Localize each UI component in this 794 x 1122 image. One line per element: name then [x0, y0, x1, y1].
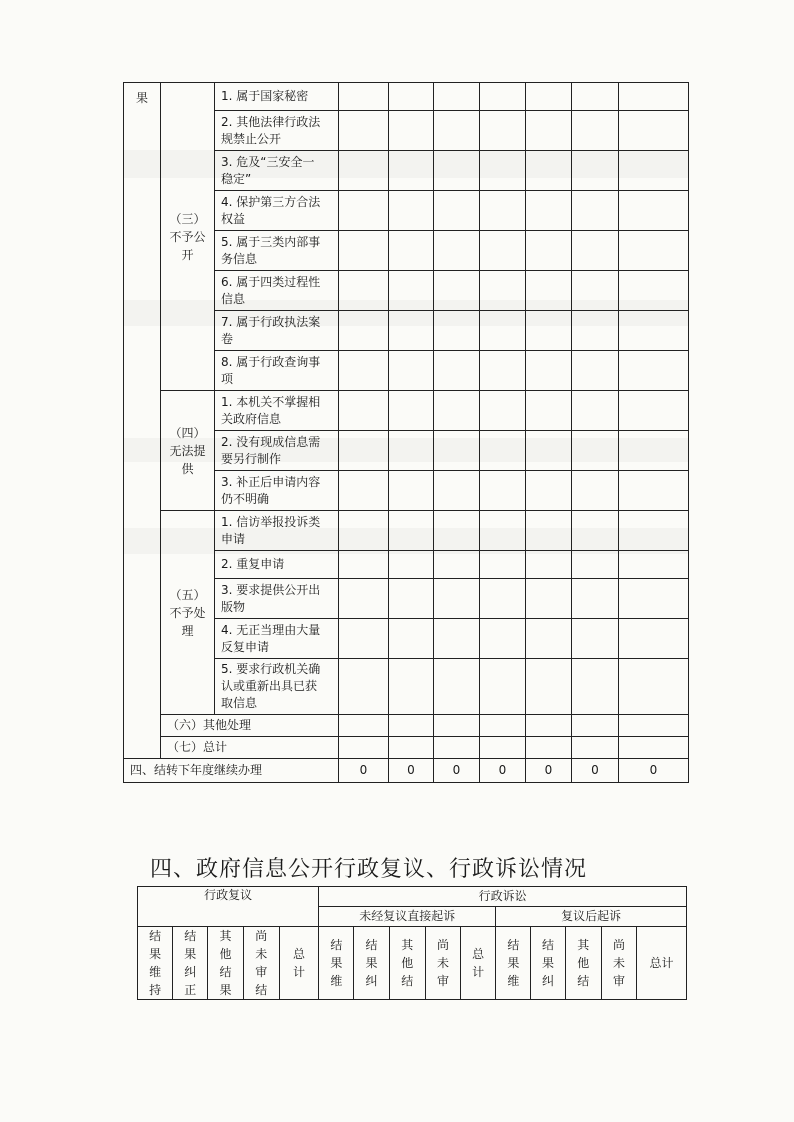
value-cell: [572, 715, 619, 737]
value-cell: [526, 391, 572, 431]
value-cell: [526, 351, 572, 391]
reason-label-line: 项: [221, 371, 234, 386]
value-cell: [619, 231, 689, 271]
reason-label-line: 8. 属于行政查询事: [221, 354, 321, 369]
table-row: [124, 737, 689, 759]
reason-label-line: 稳定”: [221, 171, 252, 186]
reason-label-line: 关政府信息: [221, 411, 282, 426]
summary-row-label: （七）总计: [161, 737, 339, 759]
column-header-char: 结: [365, 938, 378, 952]
reason-label: [215, 391, 339, 431]
category-label-line: （四）: [169, 425, 206, 440]
application-results-table: [123, 82, 689, 783]
value-cell: [619, 351, 689, 391]
value-cell: [339, 551, 389, 579]
value-cell: [389, 511, 434, 551]
value-cell: [619, 579, 689, 619]
category-label-line: （五）: [169, 587, 206, 602]
column-header-char: 其: [219, 929, 232, 943]
value-cell: [572, 151, 619, 191]
column-header: [425, 927, 460, 1000]
reason-label-line: 务信息: [221, 251, 258, 266]
value-cell: [480, 111, 526, 151]
reason-label-line: 申请: [221, 531, 246, 546]
value-cell: [389, 619, 434, 659]
value-cell: [434, 715, 480, 737]
column-header: [243, 927, 279, 1000]
category-label: [161, 511, 215, 715]
value-cell: [619, 271, 689, 311]
column-header-char: 结: [401, 974, 414, 988]
reason-label: [215, 231, 339, 271]
value-cell: [434, 231, 480, 271]
reason-label-line: 1. 本机关不掌握相: [221, 394, 321, 409]
value-cell: [389, 551, 434, 579]
reason-label: [215, 551, 339, 579]
reason-label-line: 4. 无正当理由大量: [221, 622, 321, 637]
value-cell: [619, 737, 689, 759]
reason-label-line: 认或重新出具已获: [221, 679, 318, 693]
category-label: [161, 83, 215, 391]
value-cell: [480, 551, 526, 579]
value-cell: [389, 271, 434, 311]
column-header-char: 审: [612, 974, 625, 988]
value-cell: [389, 737, 434, 759]
category-label-line: 理: [181, 623, 194, 638]
reason-label-line: 规禁止公开: [221, 131, 282, 146]
admin-review-header: 行政复议: [138, 887, 319, 927]
value-cell: [526, 737, 572, 759]
column-header: [496, 927, 531, 1000]
value-cell: [434, 311, 480, 351]
value-cell: [480, 271, 526, 311]
reason-label-line: 版物: [221, 599, 246, 614]
value-cell: [339, 737, 389, 759]
reason-label: [215, 579, 339, 619]
value-cell: [389, 311, 434, 351]
value-cell: [434, 511, 480, 551]
value-cell: [526, 551, 572, 579]
column-header-char: 尚: [612, 938, 625, 952]
column-header-char: 果: [184, 947, 197, 961]
reason-label: [215, 659, 339, 715]
column-header-char: 尚: [436, 938, 449, 952]
column-header-char: 果: [542, 956, 555, 970]
column-header-char: 未: [612, 956, 625, 970]
column-header-char: 果: [507, 956, 520, 970]
value-cell: [572, 431, 619, 471]
column-header-char: 纠: [542, 974, 555, 988]
reason-label-line: 信息: [221, 291, 246, 306]
table-row: [124, 715, 689, 737]
value-cell: [339, 351, 389, 391]
value-cell: [339, 191, 389, 231]
column-header: [138, 927, 173, 1000]
value-cell: [389, 151, 434, 191]
value-cell: [480, 715, 526, 737]
reason-label-line: 要另行制作: [221, 451, 282, 466]
value-cell: [434, 151, 480, 191]
value-cell: [389, 715, 434, 737]
reason-label-line: 2. 其他法律行政法: [221, 114, 321, 129]
value-cell: [480, 737, 526, 759]
value-cell: [572, 579, 619, 619]
column-header-char: 他: [577, 956, 590, 970]
reason-label: [215, 271, 339, 311]
column-header-char: 果: [365, 956, 378, 970]
value-cell: [526, 715, 572, 737]
column-header-char: 他: [401, 956, 414, 970]
column-header-char: 果: [330, 956, 343, 970]
carry-over-label: 四、结转下年度继续办理: [124, 759, 339, 783]
review-litigation-table: [137, 886, 687, 1000]
value-cell: [572, 191, 619, 231]
value-cell: [572, 659, 619, 715]
value-cell: [526, 231, 572, 271]
reason-label-line: 取信息: [221, 696, 258, 710]
value-cell: [339, 659, 389, 715]
value-cell: [572, 111, 619, 151]
category-label: [161, 391, 215, 511]
direct-suit-header: 未经复议直接起诉: [319, 907, 496, 927]
value-cell: [572, 351, 619, 391]
value-cell: [480, 311, 526, 351]
section-heading: 四、政府信息公开行政复议、行政诉讼情况: [150, 857, 588, 882]
column-header-char: 结: [149, 929, 162, 943]
column-header-char: 总: [293, 947, 306, 961]
column-header: [389, 927, 425, 1000]
value-cell: [389, 659, 434, 715]
side-label: 果: [124, 83, 161, 759]
value-cell: [619, 619, 689, 659]
column-header-char: 审: [436, 974, 449, 988]
value-cell: [434, 659, 480, 715]
value-cell: [434, 551, 480, 579]
reason-label: [215, 151, 339, 191]
value-cell: [389, 231, 434, 271]
reason-label: [215, 431, 339, 471]
value-cell: [480, 191, 526, 231]
value-cell: [339, 151, 389, 191]
column-header-char: 果: [219, 983, 232, 997]
value-cell: [619, 659, 689, 715]
column-header-char: 正: [184, 983, 197, 997]
value-cell: [526, 151, 572, 191]
column-header-char: 维: [149, 965, 162, 979]
value-cell: [572, 83, 619, 111]
value-cell: [339, 431, 389, 471]
value-cell: [526, 431, 572, 471]
value-cell: [339, 391, 389, 431]
value-cell: [389, 431, 434, 471]
column-header-char: 结: [330, 938, 343, 952]
carry-over-value: 0: [526, 759, 572, 783]
reason-label-line: 2. 没有现成信息需: [221, 434, 321, 449]
value-cell: [434, 271, 480, 311]
reason-label-line: 1. 属于国家秘密: [221, 89, 309, 103]
value-cell: [434, 83, 480, 111]
column-header: [565, 927, 601, 1000]
reason-label-line: 3. 补正后申请内容: [221, 474, 321, 489]
reason-label-line: 7. 属于行政执法案: [221, 314, 321, 329]
table-row: [124, 391, 689, 431]
category-label-line: 无法提: [169, 443, 206, 458]
column-header-char: 结: [542, 938, 555, 952]
column-header: [461, 927, 496, 1000]
column-header: [531, 927, 565, 1000]
value-cell: [619, 551, 689, 579]
value-cell: [434, 471, 480, 511]
value-cell: [339, 471, 389, 511]
value-cell: [619, 391, 689, 431]
reason-label: [215, 311, 339, 351]
reason-label: [215, 619, 339, 659]
column-header: [354, 927, 389, 1000]
value-cell: [480, 231, 526, 271]
value-cell: [480, 83, 526, 111]
reason-label-line: 仍不明确: [221, 491, 270, 506]
value-cell: [572, 311, 619, 351]
reason-label: [215, 351, 339, 391]
reason-label-line: 3. 危及“三安全一: [221, 154, 315, 169]
column-header-char: 他: [219, 947, 232, 961]
value-cell: [339, 511, 389, 551]
value-cell: [339, 311, 389, 351]
value-cell: [619, 511, 689, 551]
value-cell: [619, 431, 689, 471]
value-cell: [389, 391, 434, 431]
table-row: [124, 511, 689, 551]
value-cell: [434, 431, 480, 471]
value-cell: [480, 579, 526, 619]
value-cell: [339, 231, 389, 271]
reason-label-line: 权益: [221, 211, 246, 226]
carry-over-value: 0: [434, 759, 480, 783]
value-cell: [480, 511, 526, 551]
value-cell: [572, 551, 619, 579]
column-header-char: 总计: [649, 956, 674, 970]
value-cell: [526, 471, 572, 511]
reason-label: [215, 83, 339, 111]
column-header-row: [138, 927, 687, 1000]
column-header-char: 纠: [184, 965, 197, 979]
reason-label: [215, 471, 339, 511]
category-label-line: 不予处: [169, 605, 206, 620]
value-cell: [572, 471, 619, 511]
value-cell: [619, 715, 689, 737]
value-cell: [389, 83, 434, 111]
value-cell: [434, 737, 480, 759]
column-header-char: 总: [472, 947, 485, 961]
value-cell: [434, 351, 480, 391]
value-cell: [339, 83, 389, 111]
value-cell: [619, 311, 689, 351]
carry-over-value: 0: [619, 759, 689, 783]
carry-over-value: 0: [480, 759, 526, 783]
value-cell: [526, 83, 572, 111]
reason-label-line: 5. 属于三类内部事: [221, 234, 321, 249]
value-cell: [619, 111, 689, 151]
column-header-char: 纠: [365, 974, 378, 988]
category-label-line: （三）: [169, 211, 206, 226]
value-cell: [434, 111, 480, 151]
category-label-line: 不予公: [169, 229, 206, 244]
value-cell: [619, 471, 689, 511]
admin-litigation-header: 行政诉讼: [319, 887, 687, 907]
column-header-char: 未: [436, 956, 449, 970]
value-cell: [434, 579, 480, 619]
value-cell: [526, 659, 572, 715]
value-cell: [572, 737, 619, 759]
value-cell: [619, 151, 689, 191]
reason-label-line: 4. 保护第三方合法: [221, 194, 321, 209]
column-header-char: 果: [149, 947, 162, 961]
value-cell: [526, 579, 572, 619]
column-header: [208, 927, 243, 1000]
reason-label: [215, 511, 339, 551]
value-cell: [480, 619, 526, 659]
value-cell: [389, 471, 434, 511]
value-cell: [572, 391, 619, 431]
value-cell: [339, 271, 389, 311]
column-header-char: 计: [293, 965, 306, 979]
column-header-char: 结: [184, 929, 197, 943]
column-header-char: 结: [255, 983, 268, 997]
column-header: [173, 927, 208, 1000]
summary-row-label: （六）其他处理: [161, 715, 339, 737]
reason-label: [215, 191, 339, 231]
column-header-char: 其: [577, 938, 590, 952]
value-cell: [389, 111, 434, 151]
value-cell: [339, 619, 389, 659]
value-cell: [389, 351, 434, 391]
column-header-char: 持: [149, 983, 162, 997]
value-cell: [526, 191, 572, 231]
value-cell: [480, 391, 526, 431]
value-cell: [572, 511, 619, 551]
reason-label-line: 6. 属于四类过程性: [221, 274, 321, 289]
value-cell: [572, 619, 619, 659]
category-label-line: 供: [181, 461, 194, 476]
value-cell: [480, 431, 526, 471]
value-cell: [526, 311, 572, 351]
value-cell: [480, 151, 526, 191]
column-header: [637, 927, 687, 1000]
column-header-char: 尚: [255, 929, 268, 943]
value-cell: [619, 191, 689, 231]
reason-label: [215, 111, 339, 151]
column-header: [601, 927, 636, 1000]
reason-label-line: 3. 要求提供公开出: [221, 582, 321, 597]
header-row: [138, 887, 687, 907]
reason-label-line: 反复申请: [221, 639, 270, 654]
value-cell: [526, 111, 572, 151]
value-cell: [339, 715, 389, 737]
carry-over-value: 0: [339, 759, 389, 783]
after-review-suit-header: 复议后起诉: [496, 907, 687, 927]
column-header-char: 维: [330, 974, 343, 988]
value-cell: [526, 619, 572, 659]
reason-label-line: 卷: [221, 331, 234, 346]
value-cell: [526, 511, 572, 551]
value-cell: [339, 579, 389, 619]
column-header-char: 其: [401, 938, 414, 952]
column-header: [319, 927, 354, 1000]
column-header-char: 审: [255, 965, 268, 979]
carry-over-value: 0: [572, 759, 619, 783]
value-cell: [480, 471, 526, 511]
column-header-char: 维: [507, 974, 520, 988]
column-header-char: 结: [219, 965, 232, 979]
value-cell: [526, 271, 572, 311]
category-label-line: 开: [181, 247, 194, 262]
column-header-char: 计: [472, 965, 485, 979]
value-cell: [572, 271, 619, 311]
column-header-char: 未: [255, 947, 268, 961]
reason-label-line: 1. 信访举报投诉类: [221, 514, 321, 529]
value-cell: [572, 231, 619, 271]
carry-over-value: 0: [389, 759, 434, 783]
value-cell: [434, 191, 480, 231]
value-cell: [480, 351, 526, 391]
carry-over-row: [124, 759, 689, 783]
value-cell: [434, 619, 480, 659]
column-header: [279, 927, 318, 1000]
value-cell: [619, 83, 689, 111]
table-row: [124, 83, 689, 111]
value-cell: [389, 191, 434, 231]
value-cell: [389, 579, 434, 619]
reason-label-line: 5. 要求行政机关确: [221, 662, 321, 676]
reason-label-line: 2. 重复申请: [221, 557, 285, 571]
value-cell: [480, 659, 526, 715]
column-header-char: 结: [577, 974, 590, 988]
value-cell: [339, 111, 389, 151]
column-header-char: 结: [507, 938, 520, 952]
value-cell: [434, 391, 480, 431]
